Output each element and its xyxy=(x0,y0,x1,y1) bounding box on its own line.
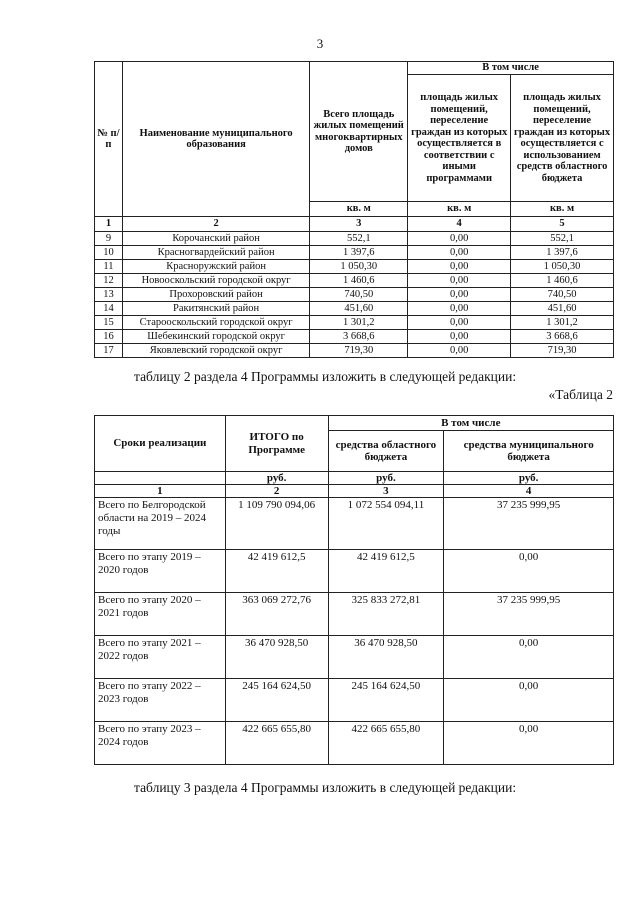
row-municipality: Новооскольский городской округ xyxy=(122,274,309,288)
table2-caption: «Таблица 2 xyxy=(548,387,613,402)
header-other-programs: площадь жилых помещений, переселение граждан из которых осуществляется в соответствии с иными программами xyxy=(408,75,511,202)
unit-empty xyxy=(95,472,226,485)
table-row xyxy=(95,246,614,260)
row-regional-budget: 1 301,2 xyxy=(511,316,614,330)
row-regional-budget: 3 668,6 xyxy=(511,330,614,344)
row-municipal: 0,00 xyxy=(444,679,614,722)
table-row xyxy=(95,344,614,358)
row-other-programs: 0,00 xyxy=(408,330,511,344)
row-other-programs: 0,00 xyxy=(408,288,511,302)
row-municipal: 0,00 xyxy=(444,550,614,593)
row-regional: 245 164 624,50 xyxy=(328,679,444,722)
header-including: В том числе xyxy=(408,62,614,75)
header-periods: Сроки реализации xyxy=(95,416,226,472)
row-regional-budget: 719,30 xyxy=(511,344,614,358)
row-other-programs: 0,00 xyxy=(408,232,511,246)
row-municipality: Прохоровский район xyxy=(122,288,309,302)
col-number: 5 xyxy=(511,217,614,232)
row-municipality: Ракитянский район xyxy=(122,302,309,316)
row-municipal: 0,00 xyxy=(444,636,614,679)
unit-regional: кв. м xyxy=(511,202,614,217)
table-row xyxy=(95,232,614,246)
row-other-programs: 0,00 xyxy=(408,260,511,274)
row-total-area: 3 668,6 xyxy=(310,330,408,344)
table-row xyxy=(95,330,614,344)
row-regional-budget: 451,60 xyxy=(511,302,614,316)
row-period: Всего по этапу 2023 – 2024 годов xyxy=(95,722,226,765)
row-number: 10 xyxy=(95,246,123,260)
row-other-programs: 0,00 xyxy=(408,246,511,260)
unit-municipal: руб. xyxy=(444,472,614,485)
row-regional-budget: 1 397,6 xyxy=(511,246,614,260)
row-total: 36 470 928,50 xyxy=(225,636,328,679)
col-number: 2 xyxy=(225,485,328,498)
unit-other: кв. м xyxy=(408,202,511,217)
row-total-area: 1 050,30 xyxy=(310,260,408,274)
table-row xyxy=(95,288,614,302)
header-including: В том числе xyxy=(328,416,613,431)
row-total: 42 419 612,5 xyxy=(225,550,328,593)
table-row xyxy=(95,636,614,679)
unit-total: кв. м xyxy=(310,202,408,217)
unit-regional: руб. xyxy=(328,472,444,485)
row-municipality: Шебекинский городской округ xyxy=(122,330,309,344)
row-municipal: 0,00 xyxy=(444,722,614,765)
row-number: 16 xyxy=(95,330,123,344)
budget-table xyxy=(94,415,614,765)
row-regional-budget: 1 460,6 xyxy=(511,274,614,288)
paragraph-table3-intro: таблицу 3 раздела 4 Программы изложить в следующей редакции: xyxy=(134,780,517,795)
table-row xyxy=(95,260,614,274)
row-regional: 42 419 612,5 xyxy=(328,550,444,593)
table-row xyxy=(95,722,614,765)
row-number: 9 xyxy=(95,232,123,246)
table-row xyxy=(95,679,614,722)
row-municipality: Красноружский район xyxy=(122,260,309,274)
row-regional-budget: 552,1 xyxy=(511,232,614,246)
row-regional-budget: 1 050,30 xyxy=(511,260,614,274)
row-number: 17 xyxy=(95,344,123,358)
row-number: 15 xyxy=(95,316,123,330)
row-total-area: 1 460,6 xyxy=(310,274,408,288)
row-total-area: 740,50 xyxy=(310,288,408,302)
row-municipal: 37 235 999,95 xyxy=(444,498,614,550)
row-total-area: 451,60 xyxy=(310,302,408,316)
row-regional: 36 470 928,50 xyxy=(328,636,444,679)
page-number: 3 xyxy=(316,36,324,51)
row-total-area: 1 397,6 xyxy=(310,246,408,260)
table-row xyxy=(95,302,614,316)
row-total-area: 552,1 xyxy=(310,232,408,246)
row-municipality: Красногвардейский район xyxy=(122,246,309,260)
row-total: 245 164 624,50 xyxy=(225,679,328,722)
row-number: 11 xyxy=(95,260,123,274)
header-regional: средства областного бюджета xyxy=(328,431,444,472)
row-period: Всего по Белгородской области на 2019 – 2024 годы xyxy=(95,498,226,550)
row-period: Всего по этапу 2019 – 2020 годов xyxy=(95,550,226,593)
row-total: 363 069 272,76 xyxy=(225,593,328,636)
table-row xyxy=(95,274,614,288)
header-municipal: средства муниципального бюджета xyxy=(444,431,614,472)
row-municipality: Корочанский район xyxy=(122,232,309,246)
row-regional: 422 665 655,80 xyxy=(328,722,444,765)
row-other-programs: 0,00 xyxy=(408,316,511,330)
row-other-programs: 0,00 xyxy=(408,344,511,358)
row-total: 1 109 790 094,06 xyxy=(225,498,328,550)
row-regional: 325 833 272,81 xyxy=(328,593,444,636)
paragraph-table2-intro: таблицу 2 раздела 4 Программы изложить в следующей редакции: xyxy=(134,369,517,384)
header-total-area: Всего площадь жилых помещений многоквартирных домов xyxy=(310,62,408,202)
row-total-area: 719,30 xyxy=(310,344,408,358)
col-number: 1 xyxy=(95,485,226,498)
row-total: 422 665 655,80 xyxy=(225,722,328,765)
col-number: 3 xyxy=(328,485,444,498)
header-municipality: Наименование муниципального образования xyxy=(122,62,309,217)
table-row xyxy=(95,316,614,330)
housing-area-table xyxy=(94,61,614,358)
table-row xyxy=(95,550,614,593)
header-num: № п/п xyxy=(95,62,123,217)
row-period: Всего по этапу 2020 – 2021 годов xyxy=(95,593,226,636)
unit-total: руб. xyxy=(225,472,328,485)
col-number: 4 xyxy=(408,217,511,232)
table-row xyxy=(95,498,614,550)
header-regional-budget: площадь жилых помещений, переселение граждан из которых осуществляется с использованием средств областного бюджета xyxy=(511,75,614,202)
row-other-programs: 0,00 xyxy=(408,274,511,288)
row-total-area: 1 301,2 xyxy=(310,316,408,330)
col-number: 1 xyxy=(95,217,123,232)
table-row xyxy=(95,593,614,636)
row-number: 14 xyxy=(95,302,123,316)
col-number: 4 xyxy=(444,485,614,498)
col-number: 3 xyxy=(310,217,408,232)
row-other-programs: 0,00 xyxy=(408,302,511,316)
row-municipal: 37 235 999,95 xyxy=(444,593,614,636)
row-regional-budget: 740,50 xyxy=(511,288,614,302)
row-period: Всего по этапу 2021 – 2022 годов xyxy=(95,636,226,679)
row-regional: 1 072 554 094,11 xyxy=(328,498,444,550)
header-total: ИТОГО по Программе xyxy=(225,416,328,472)
row-period: Всего по этапу 2022 – 2023 годов xyxy=(95,679,226,722)
row-number: 12 xyxy=(95,274,123,288)
row-municipality: Яковлевский городской округ xyxy=(122,344,309,358)
col-number: 2 xyxy=(122,217,309,232)
row-number: 13 xyxy=(95,288,123,302)
row-municipality: Старооскольский городской округ xyxy=(122,316,309,330)
